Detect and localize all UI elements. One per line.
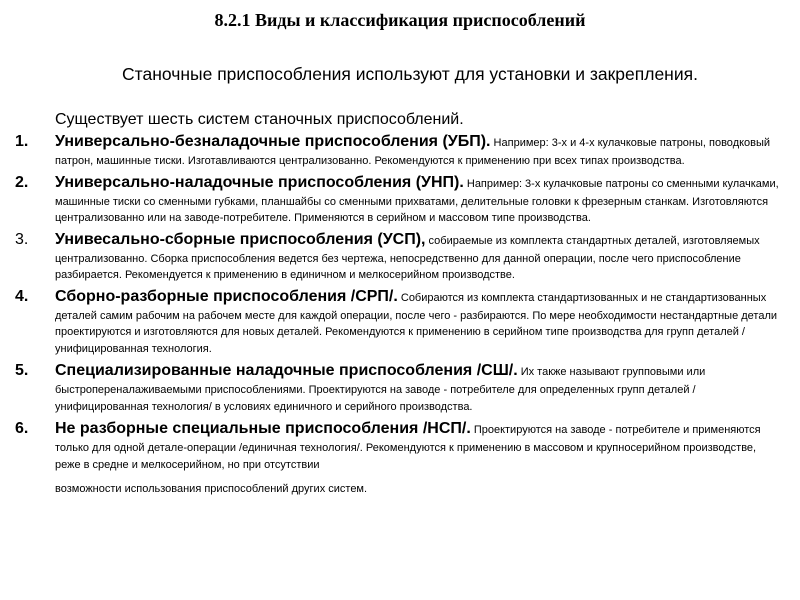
list-item-number: 3.	[15, 230, 29, 248]
list-item-number: 5.	[15, 362, 29, 379]
list-item-ubp	[0, 131, 780, 170]
list-item-ssh	[0, 360, 780, 415]
list-item-srp	[0, 286, 780, 358]
slide-title: 8.2.1 Виды и классификация приспособлений	[214, 10, 586, 30]
list-item-heading: Универсально-наладочные приспособления (УНП).	[55, 173, 464, 191]
list-item-number: 2.	[15, 173, 29, 191]
list-item-number: 6.	[15, 420, 29, 437]
slide-subtitle: Станочные приспособления используют для установки и закрепления.	[122, 64, 698, 84]
list-item-description: Их также называют групповыми или быстропереналаживаемыми приспособлениями. Проектируются на заводе - потребителе для определенных групп деталей / унифицированная технология/ в условиях единичного и серийного производства.	[55, 366, 706, 413]
list-item-heading: Сборно-разборные приспособления /СРП/.	[55, 287, 398, 305]
list-item-heading: Специализированные наладочные приспособления /СШ/.	[55, 362, 518, 379]
list-item-body	[55, 172, 780, 227]
list-item-body	[55, 131, 780, 170]
list-item-description: Например: 3-х кулачковые патроны со сменными кулачками, машинные тиски со сменными губками, планшайбы со сменными прихватами, делительные головки к фрезерным станкам. Изготовляются централизованно или на заводе-потребителе. Применяются в серийном и массовом типе производства.	[55, 177, 779, 224]
list-item-description: Проектируются на заводе - потребителе и применяются только для одной детале-операции /единичная технология/. Рекомендуются к применению в массовом и крупносерийном производстве, реже в средне и мелкосерийном, но при отсутствии	[55, 424, 761, 471]
list-item-nsp	[0, 418, 780, 498]
list-item-body	[55, 360, 780, 415]
list-item-description: собираемые из комплекта стандартных деталей, изготовляемых централизованно. Сборка приспособления ведется без чертежа, непосредственно для данной операции, после чего приспособление разбирается. Рекомендуется к применению в единичном и мелкосерийном производстве.	[55, 234, 760, 281]
list-item-description-tail: возможности использования приспособлений других систем.	[55, 483, 368, 496]
list-item-body	[55, 286, 780, 358]
list-item-description: Собираются из комплекта стандартизованных и не стандартизованных деталей самим рабочим на рабочем месте для каждой операции, после чего - разбираются. По мере необходимости нестандартные детали проектируются и изготовляются для новых деталей. Рекомендуются к применению в серийном типе производства для групп деталей /унифицированная технология.	[55, 291, 778, 355]
list-item-heading: Универсально-безналадочные приспособления (УБП).	[55, 133, 491, 150]
list-item-description: Например: 3-х и 4-х кулачковые патроны, поводковый патрон, машинные тиски. Изготавливаются централизованно. Рекомендуются к применению при всех типах производства.	[55, 137, 771, 167]
fixture-systems-list	[0, 131, 780, 500]
list-item-number: 1.	[15, 133, 29, 150]
list-item-number: 4.	[15, 287, 29, 305]
list-item-body	[55, 229, 780, 284]
list-item-usp	[0, 229, 780, 284]
list-item-unp	[0, 172, 780, 227]
intro-text: Существует шесть систем станочных приспособлений.	[55, 111, 464, 128]
list-item-heading: Не разборные специальные приспособления /НСП/.	[55, 420, 471, 437]
list-item-heading: Унивесально-сборные приспособления (УСП),	[55, 230, 426, 248]
list-item-body	[55, 418, 780, 498]
